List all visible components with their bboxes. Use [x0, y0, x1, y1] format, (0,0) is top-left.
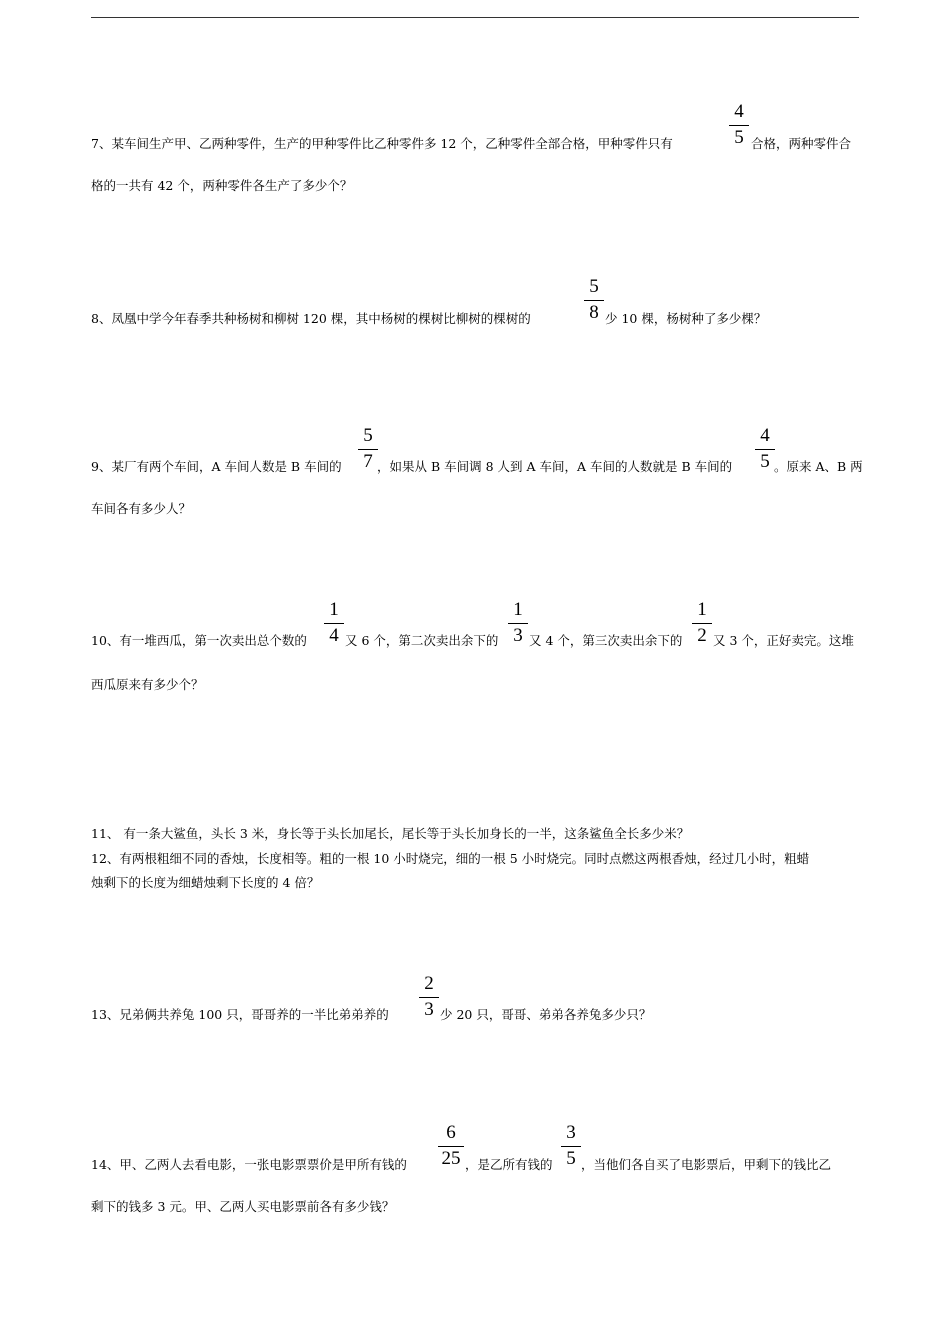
fraction-denominator: 5: [734, 127, 744, 148]
problem-7-text-b: 合格，两种零件合: [751, 136, 852, 151]
problem-8-line-1: [91, 310, 531, 328]
problem-14-line-2: 剩下的钱多 3 元。甲、乙两人买电影票前各有多少钱？: [91, 1199, 395, 1214]
fraction-2-3: [419, 973, 439, 1021]
fraction-numerator: 5: [589, 276, 599, 297]
fraction-3-5: [561, 1122, 581, 1170]
problem-10-line-1-b: [345, 632, 498, 650]
problem-10-text-d: 又 3 个，正好卖完。这堆: [713, 633, 854, 648]
fraction-denominator: 4: [329, 625, 339, 646]
fraction-numerator: 2: [424, 973, 434, 994]
problem-10-line-1: [91, 632, 307, 650]
fraction-numerator: 1: [329, 599, 339, 620]
problem-14-text-a: 14、甲、乙两人去看电影，一张电影票票价是甲所有钱的: [91, 1157, 407, 1172]
fraction-4-5: [729, 101, 749, 149]
problem-9-text-a: 9、某厂有两个车间，A 车间人数是 B 车间的: [91, 459, 342, 474]
problem-10-text-c: 又 4 个，第三次卖出余下的: [529, 633, 683, 648]
problem-9-text-b: ，如果从 B 车间调 8 人到 A 车间，A 车间的人数就是 B 车间的: [377, 459, 733, 474]
fraction-numerator: 1: [697, 599, 707, 620]
problem-12-line-2: 烛剩下的长度为细蜡烛剩下长度的 4 倍？: [91, 875, 320, 890]
fraction-6-25: [438, 1122, 464, 1170]
problem-10-line-2: 西瓜原来有多少个？: [91, 677, 204, 692]
problem-14-text-c: ，当他们各自买了电影票后，甲剩下的钱比乙: [581, 1157, 832, 1172]
fraction-denominator: 5: [760, 451, 770, 472]
fraction-numerator: 3: [566, 1122, 576, 1143]
problem-9-line-1-b: [377, 458, 732, 476]
fraction-denominator: 7: [363, 451, 373, 472]
problem-10-line-1-c: [529, 632, 682, 650]
fraction-denominator: 3: [424, 999, 434, 1020]
problem-7-line-2: 格的一共有 42 个，两种零件各生产了多少个？: [91, 178, 353, 193]
problem-7-text-a: 7、某车间生产甲、乙两种零件，生产的甲种零件比乙种零件多 12 个，乙种零件全部合格，甲种零件只有: [91, 136, 673, 151]
problem-8-text-a: 8、凤凰中学今年春季共种杨树和柳树 120 棵，其中杨树的棵树比柳树的棵树的: [91, 311, 531, 326]
problem-13-text-a: 13、兄弟俩共养兔 100 只，哥哥养的一半比弟弟养的: [91, 1007, 389, 1022]
problem-11-line-1: 11、 有一条大鲨鱼，头长 3 米，身长等于头长加尾长，尾长等于头长加身长的一半，这条鲨鱼全长多少米？: [91, 826, 690, 841]
fraction-numerator: 4: [734, 101, 744, 122]
fraction-1-3: [508, 599, 528, 647]
fraction-5-8: [584, 276, 604, 324]
problem-13-line-1-b: [440, 1006, 651, 1024]
problem-9-line-2: 车间各有多少人？: [91, 501, 192, 516]
problem-7-line-1-b: [751, 135, 851, 153]
fraction-denominator: 25: [441, 1148, 461, 1169]
fraction-1-2: [692, 599, 712, 647]
problem-8-line-1-b: [605, 310, 766, 328]
fraction-numerator: 6: [446, 1122, 456, 1143]
fraction-5-7: [358, 425, 378, 473]
fraction-denominator: 2: [697, 625, 707, 646]
problem-10-text-b: 又 6 个，第二次卖出余下的: [345, 633, 499, 648]
problem-13-text-b: 少 20 只，哥哥、弟弟各养兔多少只？: [440, 1007, 652, 1022]
header-rule: [91, 17, 859, 18]
fraction-numerator: 4: [760, 425, 770, 446]
problem-9-text-c: 。原来 A、B 两: [774, 459, 863, 474]
problem-10-text-a: 10、有一堆西瓜，第一次卖出总个数的: [91, 633, 307, 648]
fraction-numerator: 5: [363, 425, 373, 446]
problem-14-text-b: ，是乙所有钱的: [465, 1157, 553, 1172]
problem-14-line-1-c: [581, 1156, 831, 1174]
problem-7-line-1: [91, 135, 673, 153]
problem-13-line-1: [91, 1006, 389, 1024]
fraction-numerator: 1: [513, 599, 523, 620]
fraction-denominator: 5: [566, 1148, 576, 1169]
problem-14-line-1: [91, 1156, 407, 1174]
problem-12-line-1: 12、有两根粗细不同的香烛，长度相等。粗的一根 10 小时烧完，细的一根 5 小时烧完。同时点燃这两根香烛，经过几小时，粗蜡: [91, 851, 810, 866]
problem-9-line-1-c: [774, 458, 863, 476]
problem-9-line-1: [91, 458, 342, 476]
fraction-4-5: [755, 425, 775, 473]
problem-10-line-1-d: [713, 632, 854, 650]
problem-14-line-1-b: [465, 1156, 553, 1174]
fraction-denominator: 8: [589, 302, 599, 323]
fraction-1-4: [324, 599, 344, 647]
fraction-denominator: 3: [513, 625, 523, 646]
problem-8-text-b: 少 10 棵，杨树种了多少棵？: [605, 311, 767, 326]
